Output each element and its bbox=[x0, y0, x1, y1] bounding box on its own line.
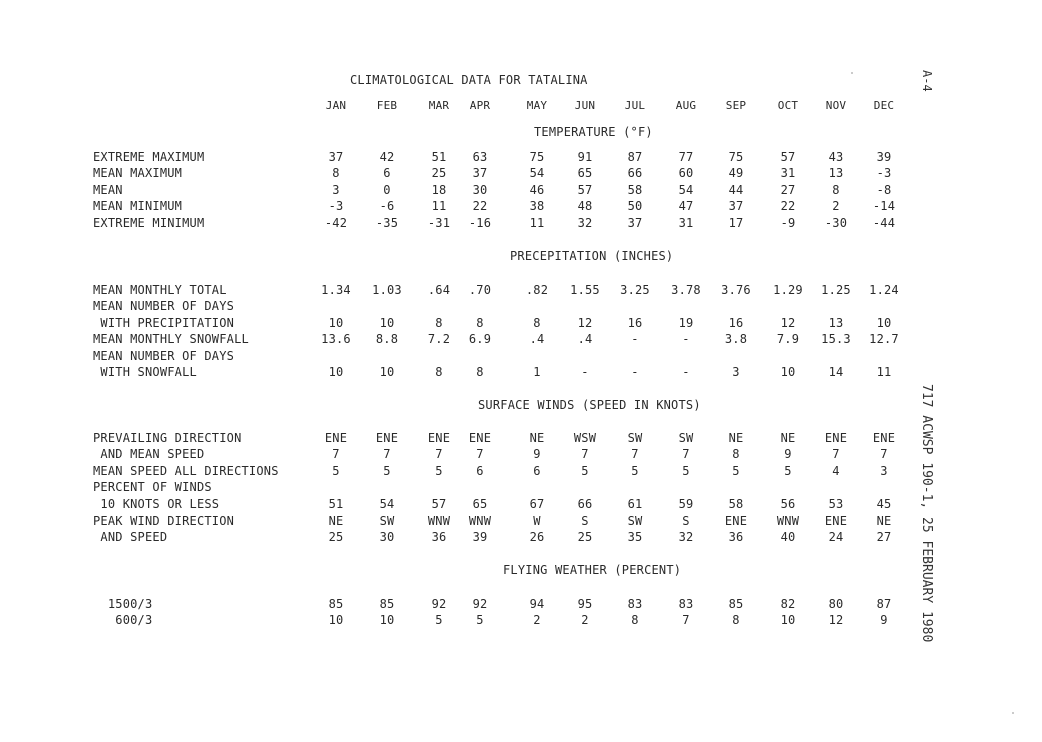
table-cell: 65 bbox=[577, 166, 593, 180]
table-cell: 10 bbox=[379, 365, 395, 379]
table-cell: 30 bbox=[379, 530, 395, 544]
table-cell: NE bbox=[529, 431, 545, 445]
table-cell: 18 bbox=[431, 183, 447, 197]
month-header-cell: NOV bbox=[825, 99, 847, 112]
table-cell: .4 bbox=[529, 332, 545, 346]
table-cell: 9 bbox=[533, 447, 541, 461]
table-cell: 8 bbox=[476, 365, 484, 379]
page-id: A-4 bbox=[920, 70, 934, 92]
table-cell: 77 bbox=[678, 150, 694, 164]
table-cell: 75 bbox=[529, 150, 545, 164]
table-cell: 57 bbox=[780, 150, 796, 164]
table-cell: -35 bbox=[375, 216, 399, 230]
table-cell: 91 bbox=[577, 150, 593, 164]
table-cell: 92 bbox=[431, 597, 447, 611]
table-cell: WNW bbox=[776, 514, 800, 528]
table-cell: 54 bbox=[678, 183, 694, 197]
table-cell: 25 bbox=[577, 530, 593, 544]
month-header-cell: APR bbox=[469, 99, 491, 112]
month-header-cell: JUN bbox=[574, 99, 596, 112]
table-cell: 35 bbox=[627, 530, 643, 544]
table-cell: 85 bbox=[728, 597, 744, 611]
table-cell: 25 bbox=[431, 166, 447, 180]
table-cell: 5 bbox=[732, 464, 740, 478]
table-cell: 3.25 bbox=[620, 283, 650, 297]
table-cell: 11 bbox=[431, 199, 447, 213]
table-cell: 8.8 bbox=[375, 332, 399, 346]
table-cell: ENE bbox=[724, 514, 748, 528]
table-cell: 47 bbox=[678, 199, 694, 213]
table-cell: 63 bbox=[472, 150, 488, 164]
side-reference: 717 ACWSP 190-1, 25 FEBRUARY 1980 bbox=[919, 384, 934, 643]
row-label: WITH SNOWFALL bbox=[93, 365, 197, 379]
row-label: WITH PRECIPITATION bbox=[93, 316, 235, 330]
table-cell: 3.8 bbox=[724, 332, 748, 346]
table-cell: 7 bbox=[435, 447, 443, 461]
table-cell: 65 bbox=[472, 497, 488, 511]
table-cell: 80 bbox=[828, 597, 844, 611]
table-cell: 31 bbox=[678, 216, 694, 230]
table-cell: 5 bbox=[581, 464, 589, 478]
row-label: PEAK WIND DIRECTION bbox=[93, 514, 235, 528]
table-cell: 8 bbox=[332, 166, 340, 180]
month-header-cell: OCT bbox=[777, 99, 799, 112]
table-cell: 3.78 bbox=[671, 283, 701, 297]
table-cell: 40 bbox=[780, 530, 796, 544]
table-cell: 49 bbox=[728, 166, 744, 180]
table-cell: 53 bbox=[828, 497, 844, 511]
document-title: CLIMATOLOGICAL DATA FOR TATALINA bbox=[350, 73, 588, 87]
table-cell: 10 bbox=[328, 316, 344, 330]
row-label: AND SPEED bbox=[93, 530, 168, 544]
table-cell: ENE bbox=[375, 431, 399, 445]
scan-speck bbox=[1012, 712, 1014, 714]
table-cell: 11 bbox=[876, 365, 892, 379]
table-cell: 92 bbox=[472, 597, 488, 611]
table-cell: SW bbox=[379, 514, 395, 528]
table-cell: -14 bbox=[872, 199, 896, 213]
section-temperature: TEMPERATURE (°F) bbox=[534, 125, 653, 139]
section-precipitation: PRECEPITATION (INCHES) bbox=[510, 249, 674, 263]
table-cell: S bbox=[682, 514, 690, 528]
table-cell: - bbox=[581, 365, 589, 379]
section-winds: SURFACE WINDS (SPEED IN KNOTS) bbox=[478, 398, 701, 412]
table-cell: 13 bbox=[828, 316, 844, 330]
table-cell: 10 bbox=[328, 613, 344, 627]
table-cell: 43 bbox=[828, 150, 844, 164]
table-cell: SW bbox=[627, 431, 643, 445]
table-cell: 4 bbox=[832, 464, 840, 478]
table-cell: 51 bbox=[328, 497, 344, 511]
table-cell: 66 bbox=[577, 497, 593, 511]
table-cell: 2 bbox=[832, 199, 840, 213]
table-cell: 27 bbox=[780, 183, 796, 197]
table-cell: 2 bbox=[581, 613, 589, 627]
table-cell: 36 bbox=[431, 530, 447, 544]
table-cell: 25 bbox=[328, 530, 344, 544]
table-cell: NE bbox=[780, 431, 796, 445]
table-cell: 6 bbox=[533, 464, 541, 478]
row-label: PERCENT OF WINDS bbox=[93, 480, 212, 494]
table-cell: 51 bbox=[431, 150, 447, 164]
table-cell: 2 bbox=[533, 613, 541, 627]
table-cell: 3 bbox=[880, 464, 888, 478]
table-cell: 59 bbox=[678, 497, 694, 511]
table-cell: 12 bbox=[828, 613, 844, 627]
table-cell: 7 bbox=[332, 447, 340, 461]
table-cell: 5 bbox=[383, 464, 391, 478]
table-cell: ENE bbox=[872, 431, 896, 445]
table-cell: 8 bbox=[732, 613, 740, 627]
table-cell: -3 bbox=[876, 166, 892, 180]
table-cell: -9 bbox=[780, 216, 796, 230]
table-cell: W bbox=[533, 514, 541, 528]
table-cell: 8 bbox=[631, 613, 639, 627]
table-cell: 66 bbox=[627, 166, 643, 180]
table-cell: 37 bbox=[728, 199, 744, 213]
table-cell: 94 bbox=[529, 597, 545, 611]
table-cell: 38 bbox=[529, 199, 545, 213]
table-cell: 5 bbox=[682, 464, 690, 478]
section-flying: FLYING WEATHER (PERCENT) bbox=[503, 563, 682, 577]
table-cell: 7 bbox=[476, 447, 484, 461]
table-cell: 5 bbox=[435, 464, 443, 478]
table-cell: 16 bbox=[627, 316, 643, 330]
table-cell: 10 bbox=[379, 613, 395, 627]
table-cell: ENE bbox=[824, 514, 848, 528]
row-label: EXTREME MAXIMUM bbox=[93, 150, 205, 164]
row-label: MEAN NUMBER OF DAYS bbox=[93, 299, 235, 313]
table-cell: 7 bbox=[682, 613, 690, 627]
table-cell: 3.76 bbox=[721, 283, 751, 297]
table-cell: SW bbox=[678, 431, 694, 445]
table-cell: 42 bbox=[379, 150, 395, 164]
table-cell: 8 bbox=[533, 316, 541, 330]
table-cell: 82 bbox=[780, 597, 796, 611]
table-cell: NE bbox=[728, 431, 744, 445]
table-cell: 6 bbox=[383, 166, 391, 180]
table-cell: 37 bbox=[627, 216, 643, 230]
table-cell: WSW bbox=[573, 431, 597, 445]
table-cell: ENE bbox=[468, 431, 492, 445]
table-cell: ENE bbox=[427, 431, 451, 445]
table-cell: 3 bbox=[732, 365, 740, 379]
table-cell: 6.9 bbox=[468, 332, 492, 346]
table-cell: 7 bbox=[631, 447, 639, 461]
table-cell: 15.3 bbox=[821, 332, 851, 346]
table-cell: 37 bbox=[472, 166, 488, 180]
scan-speck bbox=[851, 72, 853, 74]
row-label: MEAN MAXIMUM bbox=[93, 166, 183, 180]
table-cell: 8 bbox=[435, 316, 443, 330]
table-cell: 12 bbox=[577, 316, 593, 330]
table-cell: 85 bbox=[328, 597, 344, 611]
table-cell: 36 bbox=[728, 530, 744, 544]
table-cell: 11 bbox=[529, 216, 545, 230]
table-cell: 32 bbox=[577, 216, 593, 230]
table-cell: WNW bbox=[468, 514, 492, 528]
table-cell: 10 bbox=[379, 316, 395, 330]
table-cell: 7 bbox=[832, 447, 840, 461]
table-cell: 39 bbox=[876, 150, 892, 164]
table-cell: 60 bbox=[678, 166, 694, 180]
table-cell: 85 bbox=[379, 597, 395, 611]
table-cell: 5 bbox=[476, 613, 484, 627]
table-cell: -42 bbox=[324, 216, 348, 230]
table-cell: 7 bbox=[880, 447, 888, 461]
table-cell: 46 bbox=[529, 183, 545, 197]
row-label: MEAN MONTHLY SNOWFALL bbox=[93, 332, 249, 346]
table-cell: .82 bbox=[525, 283, 549, 297]
table-cell: 24 bbox=[828, 530, 844, 544]
table-cell: 27 bbox=[876, 530, 892, 544]
table-cell: 1.29 bbox=[773, 283, 803, 297]
table-cell: 57 bbox=[431, 497, 447, 511]
table-cell: 7.2 bbox=[427, 332, 451, 346]
table-cell: NE bbox=[876, 514, 892, 528]
table-cell: .70 bbox=[468, 283, 492, 297]
table-cell: 19 bbox=[678, 316, 694, 330]
table-cell: 31 bbox=[780, 166, 796, 180]
month-header-cell: SEP bbox=[725, 99, 747, 112]
row-label: MEAN bbox=[93, 183, 123, 197]
table-cell: 54 bbox=[379, 497, 395, 511]
table-cell: -3 bbox=[328, 199, 344, 213]
table-cell: WNW bbox=[427, 514, 451, 528]
table-cell: 1.55 bbox=[570, 283, 600, 297]
table-cell: 5 bbox=[435, 613, 443, 627]
table-cell: 37 bbox=[328, 150, 344, 164]
month-header-cell: DEC bbox=[873, 99, 895, 112]
table-cell: 8 bbox=[832, 183, 840, 197]
table-cell: 58 bbox=[728, 497, 744, 511]
table-cell: 9 bbox=[880, 613, 888, 627]
table-cell: -6 bbox=[379, 199, 395, 213]
table-cell: - bbox=[682, 365, 690, 379]
table-cell: 12 bbox=[780, 316, 796, 330]
table-cell: - bbox=[631, 365, 639, 379]
table-cell: 44 bbox=[728, 183, 744, 197]
table-cell: 9 bbox=[784, 447, 792, 461]
table-cell: 1.25 bbox=[821, 283, 851, 297]
table-cell: NE bbox=[328, 514, 344, 528]
table-cell: 10 bbox=[780, 365, 796, 379]
table-cell: 87 bbox=[627, 150, 643, 164]
table-cell: 67 bbox=[529, 497, 545, 511]
table-cell: 10 bbox=[780, 613, 796, 627]
month-header-cell: AUG bbox=[675, 99, 697, 112]
table-cell: 8 bbox=[435, 365, 443, 379]
month-header-cell: JUL bbox=[624, 99, 646, 112]
table-cell: 6 bbox=[476, 464, 484, 478]
table-cell: -16 bbox=[468, 216, 492, 230]
table-cell: - bbox=[682, 332, 690, 346]
table-cell: 87 bbox=[876, 597, 892, 611]
table-cell: 7 bbox=[581, 447, 589, 461]
table-cell: 22 bbox=[472, 199, 488, 213]
table-cell: 0 bbox=[383, 183, 391, 197]
table-cell: 45 bbox=[876, 497, 892, 511]
table-cell: -30 bbox=[824, 216, 848, 230]
table-cell: 8 bbox=[732, 447, 740, 461]
table-cell: 7 bbox=[383, 447, 391, 461]
row-label: MEAN MINIMUM bbox=[93, 199, 183, 213]
table-cell: 1.34 bbox=[321, 283, 351, 297]
table-cell: 7.9 bbox=[776, 332, 800, 346]
table-cell: 48 bbox=[577, 199, 593, 213]
table-cell: 1.24 bbox=[869, 283, 899, 297]
table-cell: 14 bbox=[828, 365, 844, 379]
table-cell: 50 bbox=[627, 199, 643, 213]
table-cell: SW bbox=[627, 514, 643, 528]
table-cell: 5 bbox=[784, 464, 792, 478]
table-cell: 10 bbox=[876, 316, 892, 330]
row-label: AND MEAN SPEED bbox=[93, 447, 205, 461]
table-cell: 13 bbox=[828, 166, 844, 180]
table-cell: 3 bbox=[332, 183, 340, 197]
table-cell: 83 bbox=[627, 597, 643, 611]
table-cell: -31 bbox=[427, 216, 451, 230]
table-cell: 26 bbox=[529, 530, 545, 544]
table-cell: 1.03 bbox=[372, 283, 402, 297]
table-cell: 39 bbox=[472, 530, 488, 544]
table-cell: 54 bbox=[529, 166, 545, 180]
table-cell: 7 bbox=[682, 447, 690, 461]
table-cell: ENE bbox=[824, 431, 848, 445]
month-header-cell: JAN bbox=[325, 99, 347, 112]
row-label: 600/3 bbox=[93, 613, 153, 627]
table-cell: 10 bbox=[328, 365, 344, 379]
month-header-cell: MAR bbox=[428, 99, 450, 112]
table-cell: .4 bbox=[577, 332, 593, 346]
table-cell: -44 bbox=[872, 216, 896, 230]
table-cell: ENE bbox=[324, 431, 348, 445]
table-cell: 5 bbox=[332, 464, 340, 478]
row-label: 10 KNOTS OR LESS bbox=[93, 497, 220, 511]
month-header-cell: MAY bbox=[526, 99, 548, 112]
row-label: EXTREME MINIMUM bbox=[93, 216, 205, 230]
table-cell: 32 bbox=[678, 530, 694, 544]
row-label: PREVAILING DIRECTION bbox=[93, 431, 242, 445]
table-cell: S bbox=[581, 514, 589, 528]
table-cell: 61 bbox=[627, 497, 643, 511]
table-cell: 13.6 bbox=[321, 332, 351, 346]
row-label: MEAN SPEED ALL DIRECTIONS bbox=[93, 464, 279, 478]
table-cell: 83 bbox=[678, 597, 694, 611]
table-cell: 1 bbox=[533, 365, 541, 379]
row-label: MEAN NUMBER OF DAYS bbox=[93, 349, 235, 363]
table-cell: 17 bbox=[728, 216, 744, 230]
table-cell: 5 bbox=[631, 464, 639, 478]
table-cell: 8 bbox=[476, 316, 484, 330]
table-cell: 56 bbox=[780, 497, 796, 511]
table-cell: 75 bbox=[728, 150, 744, 164]
table-cell: 12.7 bbox=[869, 332, 899, 346]
table-cell: .64 bbox=[427, 283, 451, 297]
table-cell: 16 bbox=[728, 316, 744, 330]
table-cell: 58 bbox=[627, 183, 643, 197]
table-cell: 57 bbox=[577, 183, 593, 197]
row-label: 1500/3 bbox=[93, 597, 153, 611]
table-cell: 95 bbox=[577, 597, 593, 611]
table-cell: - bbox=[631, 332, 639, 346]
table-cell: 22 bbox=[780, 199, 796, 213]
table-cell: -8 bbox=[876, 183, 892, 197]
table-cell: 30 bbox=[472, 183, 488, 197]
row-label: MEAN MONTHLY TOTAL bbox=[93, 283, 227, 297]
month-header-cell: FEB bbox=[376, 99, 398, 112]
